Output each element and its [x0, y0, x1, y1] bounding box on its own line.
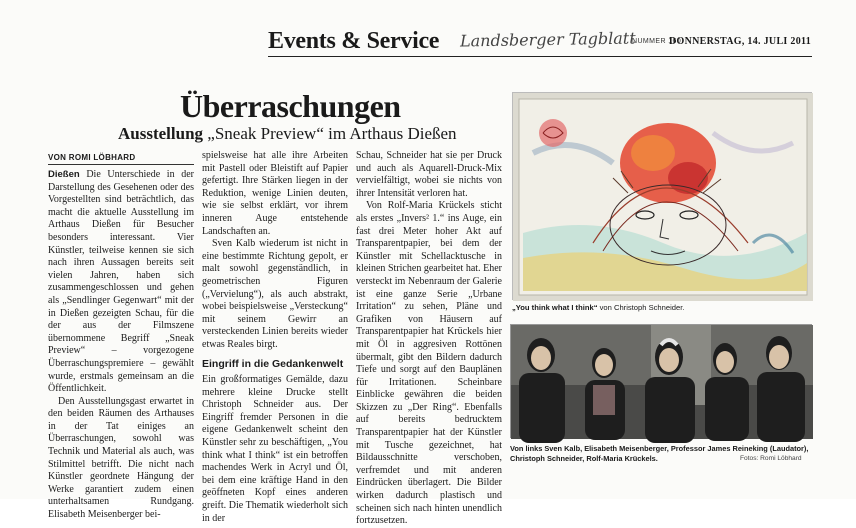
group-photo-illustration: [511, 325, 813, 439]
column-2-paragraph-1: spielsweise hat alle ihre Arbeiten mit Pastell oder Bleistift auf Papier gefertigt. Ihre Stärken liegen in der Reduktion, wenige Linien deuten, wie sie selbst erklärt, vor ihrem inneren Auge entstehende Landschaften an.: [202, 150, 348, 237]
column-1-text-1: Die Unterschiede in der Darstellung des Gesehenen oder des Vorgestellten sind beträchtlich, das macht die aktuelle Ausstellung im Arthaus Dießen für Besucher besonders interessant. Vier Künstler, teilweise kennen sie sich nach ihren Aussagen bereits seit vielen Jahren, haben sich zusammengeschlossen und gehen als „Sendlinger Gegenwart“ mit der in Dießen gezeigten Schau, für die der aus der Filmszene übernommene Begriff „Sneak Preview“ – vorgezogene Überraschungspremiere – gewählt wurde, erstmals gemeinsam an die Öffentlichkeit.: [48, 169, 194, 395]
dateline: Dießen: [48, 169, 80, 180]
article-headline: Überraschungen: [180, 88, 401, 124]
column-3-paragraph-2: Von Rolf-Maria Krückels sticht als erstes „Invers² 1.“ ins Auge, ein fast drei Meter hoher Akt auf Transparentpapier, bei dem der Künstler mit Schellacktusche in kleinen Strichen gearbeitet hat. Eher versteckt im Nebenraum der Galerie ist eine ganze Serie „Urbane Irritation“ zu sehen, Pläne und Grafiken von Häusern auf Transparentpapier hat Krückels hier mit Öl in aggresiven Rottönen übermalt, gibt den Bildern dadurch Tiefe und sorgt auf den Bauplänen für Irritationen. Scheinbare Einblicke gewähren die beiden Skizzen zu „Der Ring“. Ebenfalls auf bereits bedrucktem Transparentpapier hat der Künstler mit Tusche gezeichnet, hat Bildausschnitte verschoben, verfremdet und mit anderen Eindrücken überlagert. Die Bilder wirken dadurch plastisch und scheinen sich nach hinten unendlich fortzusetzen.: [356, 200, 502, 527]
section-title: Events & Service: [268, 28, 440, 54]
column-2-paragraph-2: Sven Kalb wiederum ist nicht in eine bestimmte Richtung gepolt, er malt sowohl gegenständlich, in geometrischen Figuren („Vervielung“), als auch abstrakt, wobei beispielsweise „Versteckung“ mit seinem Gewirr an versteckenden Linien bereits wieder etwas Reales birgt.: [202, 238, 348, 350]
article-kicker: Ausstellung: [118, 124, 204, 143]
column-1-paragraph-1: [48, 169, 194, 396]
issue-number: NUMMER 160: [632, 38, 682, 45]
painting-caption: [512, 303, 812, 312]
article-column-1: [48, 169, 194, 522]
column-1-paragraph-2: Den Ausstellungsgast erwartet in den beiden Räumen des Arthauses in der Tat einiges an Überraschungen, sowohl was Technik und Material als auch, was Stilmittel betrifft. Die nicht nach Künstler geordnete Hängung der Werke garantiert zudem einen unterhaltsamen Rundgang. Elisabeth Meisenberger bei-: [48, 395, 194, 521]
article-subline: [118, 124, 457, 144]
handwritten-source-note: Landsberger Tagblatt: [459, 28, 636, 51]
column-3-paragraph-1: Schau, Schneider hat sie per Druck und auch als Aquarell-Druck-Mix vervielfältigt, wobei sie nichts von ihrer Intensität verloren hat.: [356, 150, 502, 199]
painting-caption-title: „You think what I think“: [512, 303, 598, 312]
group-photo-caption: Von links Sven Kalb, Elisabeth Meisenberger, Professor James Reineking (Laudator), Christoph Schneider, Rolf-Maria Krückels.: [510, 444, 809, 463]
article-column-3: [356, 150, 502, 528]
article-subheading: Eingriff in die Gedankenwelt: [202, 357, 344, 370]
photo-credit: Fotos: Romi Löbhard: [740, 455, 802, 462]
article-subline-text: „Sneak Preview“ im Arthaus Dießen: [207, 124, 457, 143]
group-photo: [510, 324, 812, 438]
painting-photo: [512, 92, 812, 300]
article-column-2: [202, 150, 348, 525]
article-byline: VON ROMI LÖBHARD: [48, 153, 194, 165]
painting-illustration: [513, 93, 813, 301]
header-rule: [268, 56, 812, 57]
column-2-paragraph-3: Ein großformatiges Gemälde, dazu mehrere kleine Drucke stellt Christoph Schneider aus. Der Eingriff fremder Personen in die eigene Gedankenwelt scheint den Künstler sehr zu beschäftigen, „You think what I think“ ist ein betroffen machendes Werk in Acryl und Öl, bei dem eine kräftige Hand in den geöffneten Kopf eines anderen greift. Die Thematik wiederholt sich in der: [202, 374, 348, 524]
issue-date: DONNERSTAG, 14. JULI 2011: [669, 36, 812, 47]
painting-caption-rest: von Christoph Schneider.: [597, 303, 685, 312]
